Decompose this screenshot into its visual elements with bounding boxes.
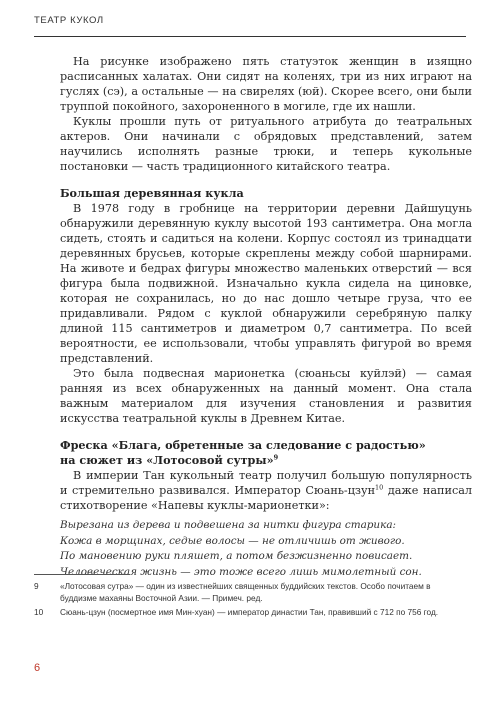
section2-paragraph: [60, 468, 472, 513]
fresco-heading-line2: на сюжет из «Лотосовой сутры»: [60, 453, 274, 467]
main-content: [60, 54, 472, 580]
footnote-number: 10: [34, 607, 44, 617]
footnote-10: [34, 607, 464, 619]
footnote-number: 9: [34, 581, 39, 591]
footnote-text: Сюань-цзун (посмертное имя Мин-хуан) — император династии Тан, правивший с 712 по 756 год.: [60, 607, 439, 617]
poem-line: По мановению руки пляшет, а потом безжизненно повисает.: [60, 550, 413, 562]
footnote-ref-9: 9: [273, 453, 279, 462]
section1-paragraph-1: В 1978 году в гробнице на территории деревни Дайшуцунь обнаружили деревянную куклу высотой 193 сантиметра. Она могла сидеть, стоять и садиться на колени. Корпус состоял из тринадцати деревянных брусьев, которые скреплены между собой шарнирами. На животе и бедрах фигуры множество маленьких отверстий — вся фигура была подвижной. Изначально кукла сидела на циновке, которая не сохранилась, но до нас дошло четыре груза, что ее придавливали. Рядом с куклой обнаружили серебряную палку длиной 115 сантиметров и диаметром 0,7 сантиметра. По всей вероятности, ее использовали, чтобы управлять фигурой во время представлений.: [60, 202, 472, 365]
section2-paragraph-part2: даже написал стихотворение «Напевы куклы-марионетки»:: [60, 484, 472, 512]
footnote-9: [34, 581, 464, 604]
page-number: 6: [34, 662, 41, 674]
poem-line: Вырезана из дерева и подвешена за нитки фигура старика:: [60, 519, 397, 531]
running-head: ТЕАТР КУКОЛ: [34, 15, 104, 26]
footnote-rule: [34, 574, 130, 575]
footnotes: [34, 581, 464, 622]
header-rule: [34, 36, 466, 37]
fresco-heading-line1: Фреска «Блага, обретенные за следование с радостью»: [60, 438, 426, 452]
intro-paragraph-1: На рисунке изображено пять статуэток женщин в изящно расписанных халатах. Они сидят на коленях, три из них играют на гуслях (сэ), а остальные — на свирелях (юй). Скорее всего, они были труппой покойного, захороненного в могиле, где их нашли.: [60, 55, 472, 113]
section-heading-fresco: [60, 438, 472, 468]
section-heading-wooden-doll: Большая деревянная кукла: [60, 186, 244, 200]
section2-paragraph-part1: В империи Тан кукольный театр получил большую популярность и стремительно развивался. Император Сюань-цзун: [60, 469, 472, 497]
footnote-text: «Лотосовая сутра» — один из известнейших священных буддийских текстов. Особо почитаем в буддизме махаяны Восточной Азии. — Примеч. ред.: [60, 581, 431, 603]
poem: [60, 518, 472, 580]
poem-line: Кожа в морщинах, седые волосы — не отличишь от живого.: [60, 534, 405, 547]
section1-paragraph-2: Это была подвесная марионетка (сюаньсы куйлэй) — самая ранняя из всех обнаруженных на данный момент. Она стала важным материалом для изучения становления и развития искусства театральной куклы в Древнем Китае.: [60, 367, 472, 425]
poem-line: Человеческая жизнь — это тоже всего лишь мимолетный сон.: [60, 565, 422, 578]
intro-paragraph-2: Куклы прошли путь от ритуального атрибута до театральных актеров. Они начинали с обрядовых представлений, затем научились исполнять разные трюки, и теперь кукольные постановки — часть традиционного китайского театра.: [60, 115, 472, 173]
footnote-ref-10: 10: [375, 483, 384, 492]
